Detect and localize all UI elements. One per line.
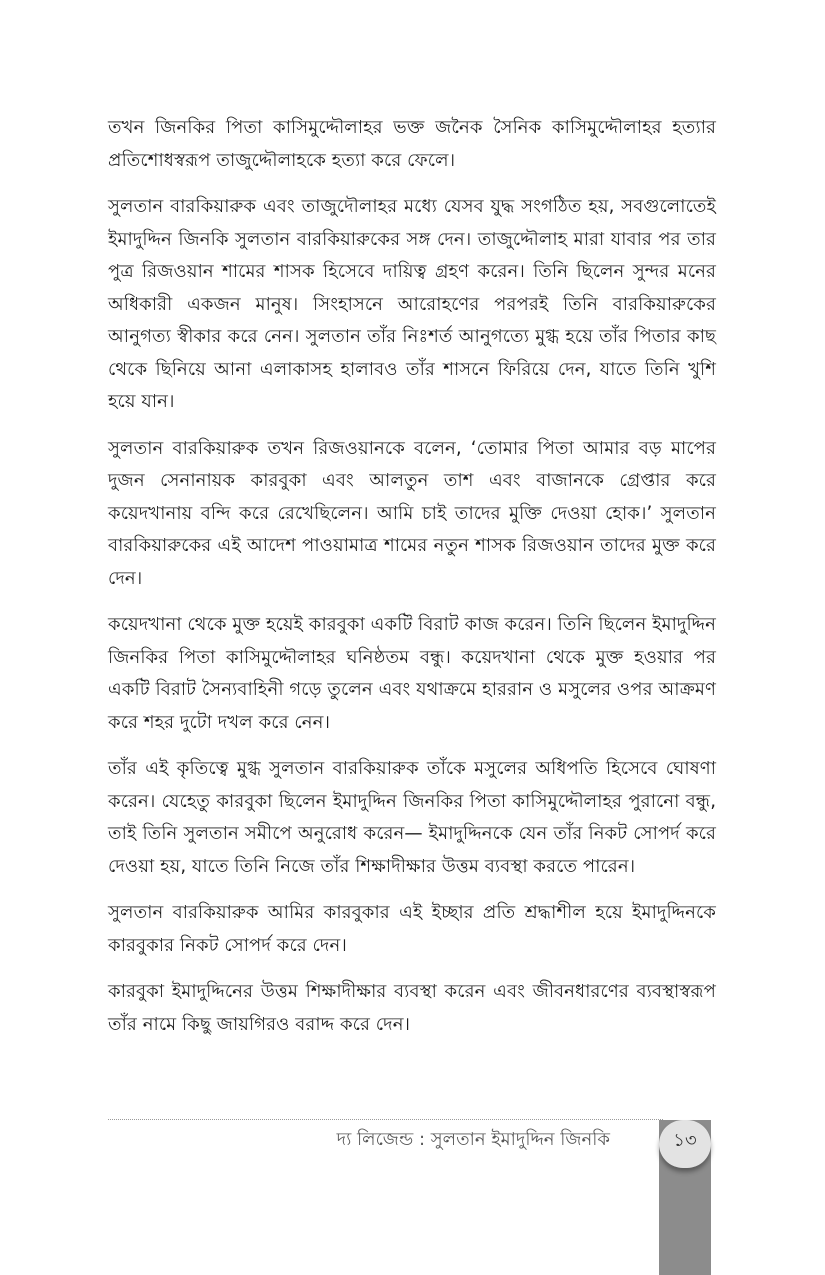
body-text <box>108 112 716 1055</box>
page-number: ১৩ <box>673 1130 697 1151</box>
paragraph-4: কয়েদখানা থেকে মুক্ত হয়েই কারবুকা একটি বিরাট কাজ করেন। তিনি ছিলেন ইমাদুদ্দিন জিনকির পিতা কাসিমুদ্দৌলাহর ঘনিষ্ঠতম বন্ধু। কয়েদখানা থেকে মুক্ত হওয়ার পর একটি বিরাট সৈন্যবাহিনী গড়ে তুলেন এবং যথাক্রমে হাররান ও মসুলের ওপর আক্রমণ করে শহর দুটো দখল করে নেন। <box>108 614 716 733</box>
paragraph-3: সুলতান বারকিয়ারুক তখন রিজওয়ানকে বলেন, ‘তোমার পিতা আমার বড় মাপের দুজন সেনানায়ক কারবুকা এবং আলতুন তাশ এবং বাজানকে গ্রেপ্তার করে কয়েদখানায় বন্দি করে রেখেছিলেন। আমি চাই তাদের মুক্তি দেওয়া হোক।’ সুলতান বারকিয়ারুকের এই আদেশ পাওয়ামাত্র শামের নতুন শাসক রিজওয়ান তাদের মুক্ত করে দেন। <box>108 437 716 589</box>
paragraph-6: সুলতান বারকিয়ারুক আমির কারবুকার এই ইচ্ছার প্রতি শ্রদ্ধাশীল হয়ে ইমাদুদ্দিনকে কারবুকার নিকট সোপর্দ করে দেন। <box>108 902 716 956</box>
paragraph-2: সুলতান বারকিয়ারুক এবং তাজুদৌলাহর মধ্যে যেসব যুদ্ধ সংগঠিত হয়, সবগুলোতেই ইমাদুদ্দিন জিনকি সুলতান বারকিয়ারুকের সঙ্গ দেন। তাজুদ্দৌলাহ মারা যাবার পর তার পুত্র রিজওয়ান শামের শাসক হিসেবে দায়িত্ব গ্রহণ করেন। তিনি ছিলেন সুন্দর মনের অধিকারী একজন মানুষ। সিংহাসনে আরোহণের পরপরই তিনি বারকিয়ারুকের আনুগত্য স্বীকার করে নেন। সুলতান তাঁর নিঃশর্ত আনুগত্যে মুগ্ধ হয়ে তাঁর পিতার কাছ থেকে ছিনিয়ে আনা এলাকাসহ হালাবও তাঁর শাসনে ফিরিয়ে দেন, যাতে তিনি খুশি হয়ে যান। <box>108 196 716 412</box>
running-footer-title: দ্য লিজেন্ড : সুলতান ইমাদুদ্দিন জিনকি <box>336 1129 610 1150</box>
paragraph-1: তখন জিনকির পিতা কাসিমুদ্দৌলাহর ভক্ত জনৈক সৈনিক কাসিমুদ্দৌলাহর হত্যার প্রতিশোধস্বরূপ তাজুদ্দৌলাহকে হত্যা করে ফেলে। <box>108 117 716 171</box>
paragraph-7: কারবুকা ইমাদুদ্দিনের উত্তম শিক্ষাদীক্ষার ব্যবস্থা করেন এবং জীবনধারণের ব্যবস্থাস্বরূপ তাঁর নামে কিছু জায়গিরও বরাদ্দ করে দেন। <box>108 981 716 1035</box>
paragraph-5: তাঁর এই কৃতিত্বে মুগ্ধ সুলতান বারকিয়ারুক তাঁকে মসুলের অধিপতি হিসেবে ঘোষণা করেন। যেহেতু কারবুকা ছিলেন ইমাদুদ্দিন জিনকির পিতা কাসিমুদ্দৌলাহর পুরানো বন্ধু, তাই তিনি সুলতান সমীপে অনুরোধ করেন— ইমাদুদ্দিনকে যেন তাঁর নিকট সোপর্দ করে দেওয়া হয়, যাতে তিনি নিজে তাঁর শিক্ষাদীক্ষার উত্তম ব্যবস্থা করতে পারেন। <box>108 758 716 877</box>
footer-divider <box>108 1119 663 1120</box>
